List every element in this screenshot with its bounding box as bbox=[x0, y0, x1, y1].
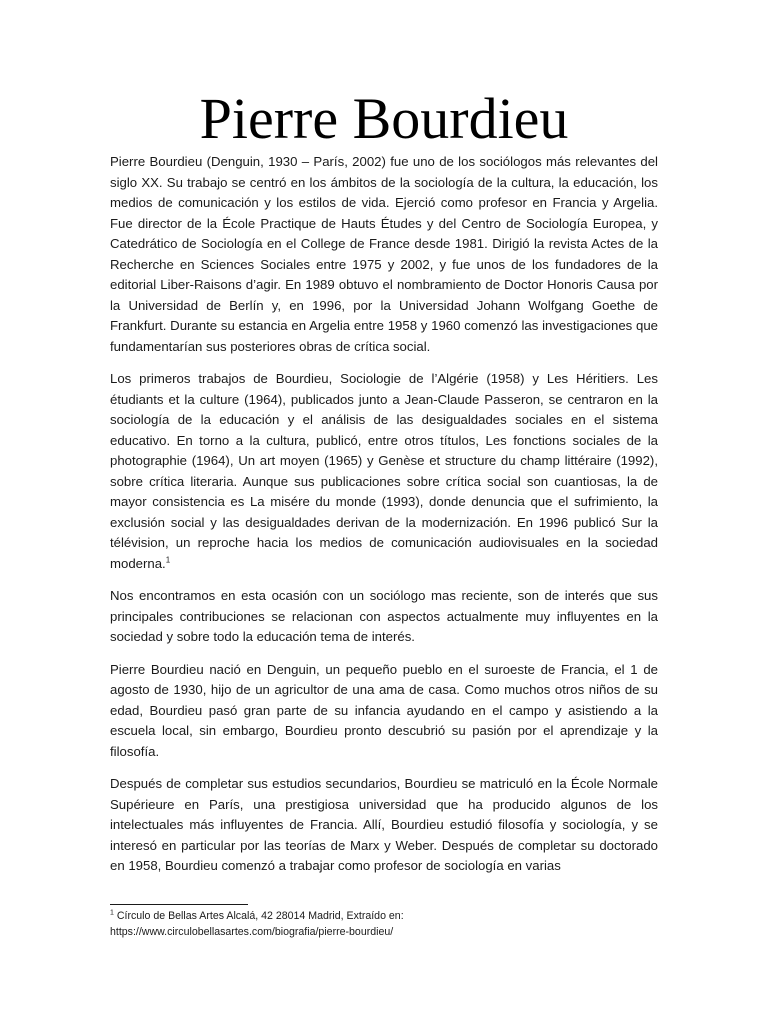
document-title: Pierre Bourdieu bbox=[199, 86, 569, 151]
paragraph-intro: Pierre Bourdieu (Denguin, 1930 – París, 2002) fue uno de los sociólogos más relevantes del siglo XX. Su trabajo se centró en los ámbitos de la sociología de la cultura, la educación, los medios de comunicación y los estilos de vida. Ejerció como profesor en Francia y Argelia. Fue director de la École Practique de Hauts Études y del Centro de Sociología Europea, y Catedrático de Sociología en el College de France desde 1981. Dirigió la revista Actes de la Recherche en Sciences Sociales entre 1975 y 2002, y fue unos de los fundadores de la editorial Liber-Raisons d’agir. En 1989 obtuvo el nombramiento de Doctor Honoris Causa por la Universidad de Berlín y, en 1996, por la Universidad Johann Wolfgang Goethe de Frankfurt. Durante su estancia en Argelia entre 1958 y 1960 comenzó las investigaciones que fundamentarían sus posteriores obras de crítica social. bbox=[110, 154, 658, 354]
paragraph-early-works-text: Los primeros trabajos de Bourdieu, Sociologie de l’Algérie (1958) y Les Héritiers. Les étudiants et la culture (1964), publicados junto a Jean-Claude Passeron, se centraron en la sociología de la educación y el análisis de las desigualdades sociales en el sistema educativo. En torno a la cultura, publicó, entre otros títulos, Les fonctions sociales de la photographie (1964), Un art moyen (1965) y Genèse et structure du champ littéraire (1992), sobre crítica literaria. Aunque sus publicaciones sobre crítica social son cuantiosas, la de mayor consistencia es La misére du monde (1993), donde denuncia que el sufrimiento, la exclusión social y las desigualdades derivan de la modernización. En 1996 publicó Sur la télévision, un reproche hacia los medios de comunicación audiovisuales en la sociedad moderna. bbox=[110, 371, 658, 571]
paragraph-childhood: Pierre Bourdieu nació en Denguin, un pequeño pueblo en el suroeste de Francia, el 1 de agosto de 1930, hijo de un agricultor de una ama de casa. Como muchos otros niños de su edad, Bourdieu pasó gran parte de su infancia ayudando en el campo y asistiendo a la escuela local, sin embargo, Bourdieu pronto descubrió su pasión por el aprendizaje y la filosofía. bbox=[110, 661, 658, 759]
paragraph-relevance: Nos encontramos en esta ocasión con un sociólogo mas reciente, son de interés que sus principales contribuciones se relacionan con aspectos actualmente muy influyentes en la sociedad y sobre todo la educación tema de interés. bbox=[110, 588, 658, 644]
footnote bbox=[110, 908, 658, 940]
footnote-source-line bbox=[110, 908, 658, 924]
footnote-source-text: Círculo de Bellas Artes Alcalá, 42 28014 Madrid, Extraído en: bbox=[116, 910, 404, 922]
footnote-reference[interactable]: 1 bbox=[165, 555, 171, 565]
paragraph-early-works bbox=[110, 369, 658, 574]
document-body bbox=[110, 152, 658, 889]
paragraph-education: Después de completar sus estudios secundarios, Bourdieu se matriculó en la École Normale Supérieure en París, una prestigiosa universidad que ha producido algunos de los intelectuales más influyentes de Francia. Allí, Bourdieu estudió filosofía y sociología, y se interesó en particular por las teorías de Marx y Weber. Después de completar su doctorado en 1958, Bourdieu comenzó a trabajar como profesor de sociología en varias bbox=[110, 776, 658, 873]
footnote-marker: 1 bbox=[110, 909, 114, 917]
footnote-separator bbox=[110, 904, 248, 905]
footnote-url[interactable]: https://www.circulobellasartes.com/biografia/pierre-bourdieu/ bbox=[110, 926, 394, 938]
